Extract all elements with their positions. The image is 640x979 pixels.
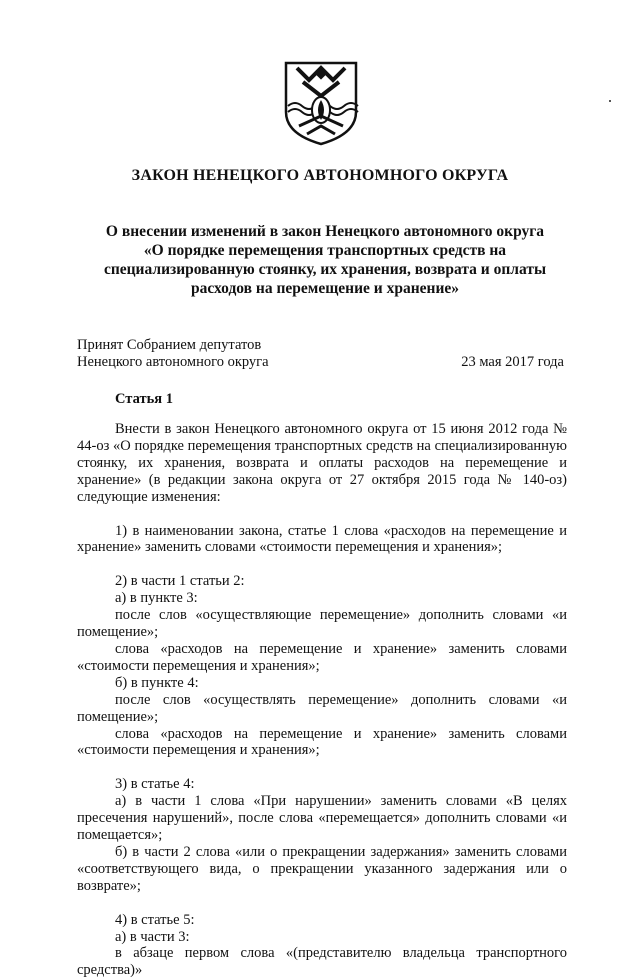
- article-heading: Статья 1: [115, 391, 173, 407]
- article-body: [77, 421, 567, 979]
- paragraph: б) в части 2 слова «или о прекращении задержания» заменить словами «соответствующего вида, о прекращении указанного задержания или о возврате»;: [77, 843, 567, 894]
- paragraph: слова «расходов на перемещение и хранение» заменить словами «стоимости перемещения и хранения»;: [77, 640, 567, 674]
- adoption-block: [77, 337, 269, 371]
- paragraph: после слов «осуществлять перемещение» дополнить словами «и помещение»;: [77, 691, 567, 725]
- coat-of-arms-icon: [283, 60, 359, 146]
- paragraph: 4) в статье 5:: [115, 911, 195, 928]
- subtitle-line: О внесении изменений в закон Ненецкого автономного округа: [105, 223, 545, 240]
- adoption-line-2: Ненецкого автономного округа: [77, 354, 269, 370]
- subtitle-line: специализированную стоянку, их хранения, возврата и оплаты: [103, 261, 547, 278]
- paragraph: после слов «осуществляющие перемещение» дополнить словами «и помещение»;: [77, 607, 567, 641]
- paragraph: а) в части 3:: [115, 928, 190, 945]
- adoption-date: 23 мая 2017 года: [461, 354, 564, 370]
- subtitle-line: «О порядке перемещения транспортных средств на: [143, 242, 507, 259]
- scan-speck: [609, 100, 611, 102]
- paragraph: Внести в закон Ненецкого автономного округа от 15 июня 2012 года № 44-оз «О порядке перемещения транспортных средств на специализированную стоянку, их хранения, возврата и оплаты расходов на перемещение и хранение» (в редакции закона округа от 27 октября 2015 года № 140-оз) следующие изменения:: [77, 421, 567, 505]
- paragraph: а) в пункте 3:: [115, 590, 198, 607]
- paragraph: в абзаце первом слова «(представителю владельца транспортного средства)»: [77, 945, 567, 979]
- paragraph: а) в части 1 слова «При нарушении» заменить словами «В целях пресечения нарушений», после слова «перемещается» дополнить словами «и помещается»;: [77, 793, 567, 844]
- paragraph: 3) в статье 4:: [115, 776, 195, 793]
- paragraph: 2) в части 1 статьи 2:: [115, 573, 245, 590]
- paragraph: б) в пункте 4:: [115, 674, 199, 691]
- paragraph: 1) в наименовании закона, статье 1 слова «расходов на перемещение и хранение» заменить словами «стоимости перемещения и хранения»;: [77, 522, 567, 556]
- paragraph: слова «расходов на перемещение и хранение» заменить словами «стоимости перемещения и хранения»;: [77, 725, 567, 759]
- law-subtitle: [80, 222, 570, 298]
- subtitle-line: расходов на перемещение и хранение»: [190, 280, 460, 297]
- adoption-line-1: Принят Собранием депутатов: [77, 337, 262, 353]
- law-title: ЗАКОН НЕНЕЦКОГО АВТОНОМНОГО ОКРУГА: [131, 167, 509, 184]
